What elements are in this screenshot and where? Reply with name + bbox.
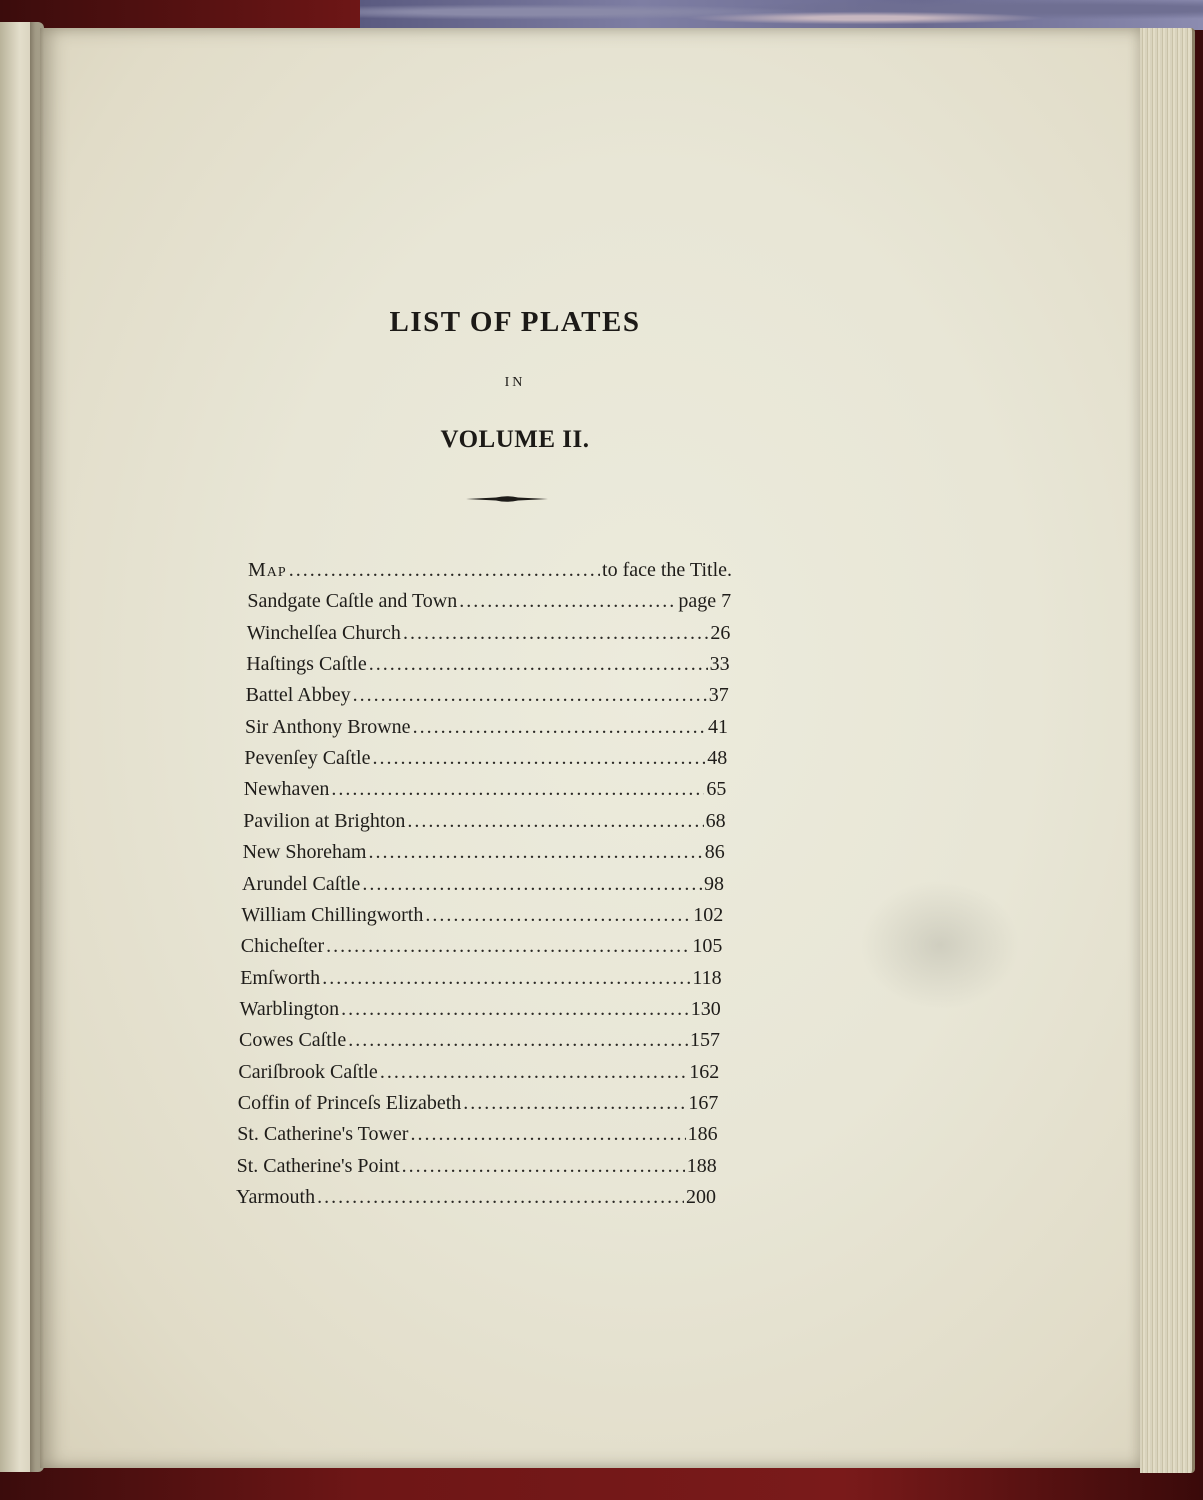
page-gutter-shadow <box>30 22 44 1472</box>
volume-heading: VOLUME II. <box>440 426 590 453</box>
plate-page-ref: 130 <box>690 997 721 1020</box>
page-title: LIST OF PLATES <box>389 306 641 338</box>
plate-page-ref: 86 <box>704 841 725 864</box>
plate-name: Cariſbrook Caſtle <box>238 1060 378 1083</box>
plate-name: Map <box>248 559 287 581</box>
book-page <box>40 28 1140 1468</box>
plate-page-ref: 48 <box>707 747 728 770</box>
plate-name: Coffin of Princeſs Elizabeth <box>237 1091 462 1114</box>
plate-name: Emſworth <box>240 966 321 989</box>
plate-name: Battel Abbey <box>245 684 351 707</box>
plate-page-ref: 105 <box>692 935 723 958</box>
plate-name: Pevenſey Caſtle <box>244 747 371 770</box>
plate-page-ref: 188 <box>686 1154 717 1177</box>
plate-name: New Shoreham <box>242 841 367 864</box>
plate-page-ref: 200 <box>686 1186 716 1208</box>
marbled-endpaper <box>360 0 1203 30</box>
plate-page-ref: to face the Title. <box>602 559 732 581</box>
plate-page-ref: 157 <box>690 1029 720 1052</box>
plate-page-ref: 102 <box>693 903 724 926</box>
plate-name: William Chillingworth <box>241 903 424 926</box>
plate-page-ref: 26 <box>710 621 731 644</box>
plate-name: Winchelſea Church <box>246 621 401 644</box>
plate-page-ref: 98 <box>704 872 724 895</box>
plate-name: Pavilion at Brighton <box>243 809 406 832</box>
plate-page-ref: page 7 <box>678 590 732 613</box>
plate-name: Cowes Caſtle <box>239 1029 347 1052</box>
plate-name: Warblington <box>239 997 340 1020</box>
page-stain <box>860 880 1020 1010</box>
plate-page-ref: 33 <box>709 653 730 676</box>
plate-name: Sir Anthony Browne <box>245 715 411 738</box>
plate-name: Newhaven <box>243 778 330 801</box>
plate-page-ref: 65 <box>706 778 727 801</box>
plate-name: Yarmouth <box>236 1186 316 1208</box>
plate-page-ref: 186 <box>687 1123 718 1146</box>
plate-page-ref: 162 <box>689 1060 720 1083</box>
title-connector: IN <box>504 375 526 390</box>
plate-page-ref: 167 <box>688 1091 719 1114</box>
plate-page-ref: 68 <box>705 809 726 832</box>
plate-page-ref: 37 <box>708 684 729 707</box>
plate-page-ref: 118 <box>692 966 722 989</box>
plate-page-ref: 41 <box>708 715 728 738</box>
plate-name: St. Catherine's Tower <box>237 1123 409 1146</box>
plate-name: Arundel Caſtle <box>242 872 361 895</box>
plate-name: St. Catherine's Point <box>236 1154 400 1177</box>
page-block-edges <box>1140 28 1195 1473</box>
ornamental-rule <box>466 494 548 504</box>
plate-name: Chicheſter <box>240 935 325 958</box>
plate-name: Sandgate Caſtle and Town <box>247 590 458 613</box>
plate-name: Haſtings Caſtle <box>246 653 367 676</box>
